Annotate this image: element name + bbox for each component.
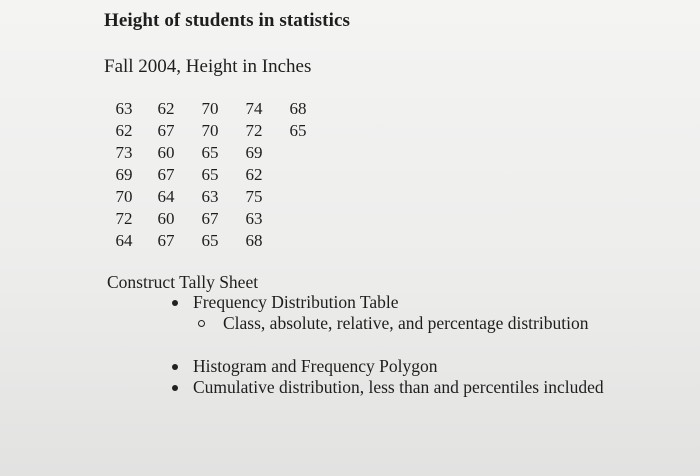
table-row	[104, 120, 320, 142]
table-cell: 74	[245, 99, 263, 118]
table-cell: 67	[157, 121, 175, 140]
table-cell: 65	[201, 165, 219, 184]
table-cell: 67	[157, 165, 175, 184]
table-cell: 68	[289, 99, 307, 118]
table-cell: 60	[157, 209, 175, 228]
table-cell: 63	[201, 187, 219, 206]
table-cell: 65	[201, 231, 219, 250]
document-subtitle: Fall 2004, Height in Inches	[104, 56, 312, 77]
bullet-icon	[172, 364, 178, 370]
list-item	[166, 356, 604, 377]
table-row	[104, 230, 320, 252]
table-cell: 62	[115, 121, 133, 140]
bullet-icon	[172, 300, 178, 306]
table-row	[104, 208, 320, 230]
table-cell: 63	[245, 209, 263, 228]
table-cell: 70	[201, 121, 219, 140]
table-cell: 75	[245, 187, 263, 206]
list-item	[166, 377, 604, 398]
height-data-table	[104, 98, 320, 252]
table-cell: 69	[245, 143, 263, 162]
task-label: Cumulative distribution, less than and percentiles included	[193, 377, 604, 397]
list-item	[193, 313, 604, 334]
table-cell	[276, 208, 320, 230]
table-cell: 69	[115, 165, 133, 184]
table-cell	[276, 142, 320, 164]
table-cell: 72	[245, 121, 263, 140]
table-cell: 65	[201, 143, 219, 162]
table-cell: 64	[157, 187, 175, 206]
hollow-circle-bullet-icon	[198, 320, 205, 327]
table-cell: 67	[201, 209, 219, 228]
table-cell: 67	[157, 231, 175, 250]
list-item	[166, 292, 604, 334]
table-row	[104, 142, 320, 164]
table-cell	[276, 164, 320, 186]
table-row	[104, 186, 320, 208]
table-cell: 62	[157, 99, 175, 118]
table-cell: 72	[115, 209, 133, 228]
task-label: Frequency Distribution Table	[193, 292, 399, 312]
table-cell: 70	[115, 187, 133, 206]
table-cell	[276, 186, 320, 208]
instruction-heading: Construct Tally Sheet	[107, 272, 259, 292]
table-cell: 65	[289, 121, 307, 140]
table-row	[104, 98, 320, 120]
table-cell: 62	[245, 165, 263, 184]
table-row	[104, 164, 320, 186]
bullet-icon	[172, 385, 178, 391]
sub-task-label: Class, absolute, relative, and percentage distribution	[223, 313, 589, 333]
task-list	[166, 292, 604, 398]
table-cell: 64	[115, 231, 133, 250]
table-cell: 63	[115, 99, 133, 118]
document-title: Height of students in statistics	[104, 10, 350, 31]
sub-task-list	[193, 313, 604, 334]
table-cell	[276, 230, 320, 252]
table-cell: 70	[201, 99, 219, 118]
table-cell: 68	[245, 231, 263, 250]
task-label: Histogram and Frequency Polygon	[193, 356, 438, 376]
table-cell: 60	[157, 143, 175, 162]
table-cell: 73	[115, 143, 133, 162]
